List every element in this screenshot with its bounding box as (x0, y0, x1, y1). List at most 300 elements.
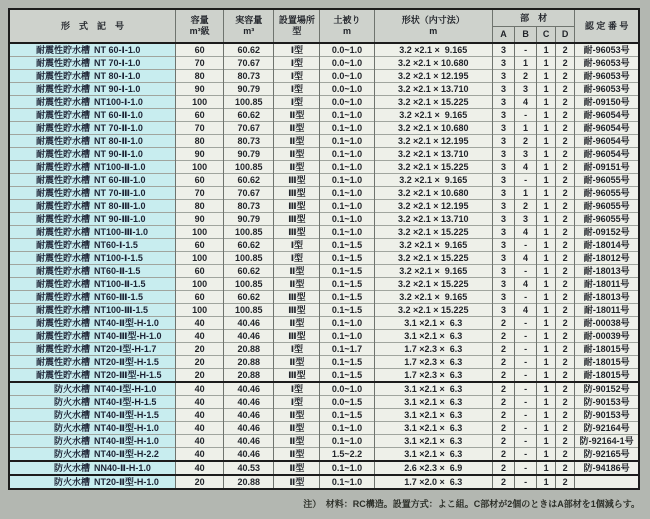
shape-cell: 3.1 ×2.1 × 6.3 (374, 330, 492, 343)
member-a-cell: 3 (492, 109, 514, 122)
table-row (9, 187, 639, 200)
table-row (9, 278, 639, 291)
member-d-cell: 2 (556, 448, 575, 462)
member-b-cell: - (515, 475, 537, 489)
soil-cover-cell: 0.1~1.5 (320, 278, 374, 291)
volume-cell: 70.67 (224, 122, 274, 135)
tank-model-code: NT20-Ⅱ型-H-1.5 (94, 357, 159, 367)
model-code-cell (9, 422, 176, 435)
member-b-cell: 1 (515, 187, 537, 200)
soil-cover-cell: 0.0~1.0 (320, 382, 374, 396)
member-a-cell: 2 (492, 382, 514, 396)
shape-cell: 3.2 ×2.1 × 15.225 (374, 161, 492, 174)
shape-cell: 3.1 ×2.1 × 6.3 (374, 422, 492, 435)
member-b-cell: - (515, 435, 537, 448)
member-c-cell: 1 (537, 330, 556, 343)
soil-cover-cell: 0.1~1.0 (320, 213, 374, 226)
capacity-cell: 80 (176, 70, 224, 83)
member-c-cell: 1 (537, 265, 556, 278)
member-b-cell: 2 (515, 200, 537, 213)
soil-cover-cell: 1.5~2.2 (320, 448, 374, 462)
model-code-cell (9, 252, 176, 265)
shape-cell: 3.1 ×2.1 × 6.3 (374, 435, 492, 448)
table-row (9, 409, 639, 422)
model-code-cell (9, 265, 176, 278)
shape-cell: 3.2 ×2.1 × 9.165 (374, 239, 492, 252)
member-c-cell: 1 (537, 70, 556, 83)
soil-cover-cell: 0.1~1.0 (320, 135, 374, 148)
capacity-cell: 40 (176, 409, 224, 422)
member-a-cell: 2 (492, 435, 514, 448)
member-b-cell: - (515, 409, 537, 422)
volume-cell: 40.46 (224, 409, 274, 422)
cert-number-cell: 耐-09151号 (575, 161, 639, 174)
place-type-cell: Ⅲ型 (274, 369, 320, 383)
tank-category: 防火水槽 (53, 384, 90, 394)
table-row (9, 83, 639, 96)
shape-cell: 3.2 ×2.1 × 9.165 (374, 291, 492, 304)
tank-model-code: NT 90-Ⅰ-1.0 (94, 84, 141, 94)
tank-category: 耐震性貯水槽 (35, 84, 90, 94)
cert-number-cell: 防-90152号 (575, 382, 639, 396)
tank-model-code: NT100-Ⅰ-1.0 (94, 97, 143, 107)
model-code-cell (9, 57, 176, 70)
table-row (9, 122, 639, 135)
member-a-cell: 3 (492, 96, 514, 109)
member-c-cell: 1 (537, 317, 556, 330)
capacity-cell: 40 (176, 422, 224, 435)
shape-cell: 1.7 ×2.3 × 6.3 (374, 369, 492, 383)
tank-category: 耐震性貯水槽 (35, 214, 90, 224)
table-row (9, 70, 639, 83)
col-header-member-d: D (556, 27, 575, 44)
table-row (9, 135, 639, 148)
place-type-cell: Ⅱ型 (274, 265, 320, 278)
table-row (9, 304, 639, 317)
volume-cell: 80.73 (224, 135, 274, 148)
member-d-cell: 2 (556, 475, 575, 489)
table-row (9, 396, 639, 409)
tank-model-code: NT 80-Ⅱ-1.0 (94, 136, 143, 146)
member-c-cell: 1 (537, 461, 556, 475)
capacity-cell: 100 (176, 226, 224, 239)
table-row (9, 96, 639, 109)
member-d-cell: 2 (556, 252, 575, 265)
member-b-cell: 3 (515, 148, 537, 161)
volume-cell: 90.79 (224, 148, 274, 161)
member-b-cell: 1 (515, 122, 537, 135)
member-b-cell: 3 (515, 83, 537, 96)
volume-cell: 20.88 (224, 475, 274, 489)
member-a-cell: 3 (492, 278, 514, 291)
model-code-cell (9, 109, 176, 122)
volume-cell: 40.46 (224, 330, 274, 343)
capacity-cell: 40 (176, 448, 224, 462)
model-code-cell (9, 239, 176, 252)
volume-cell: 100.85 (224, 252, 274, 265)
shape-cell: 3.2 ×2.1 × 15.225 (374, 278, 492, 291)
member-b-cell: 1 (515, 57, 537, 70)
soil-cover-cell: 0.0~1.0 (320, 57, 374, 70)
table-row (9, 317, 639, 330)
place-type-cell: Ⅱ型 (274, 135, 320, 148)
member-b-cell: - (515, 369, 537, 383)
member-b-cell: - (515, 330, 537, 343)
soil-cover-cell: 0.0~1.0 (320, 43, 374, 57)
table-row (9, 161, 639, 174)
footnote: 注） 材料：RC構造。設置方式：よこ組。C部材が2個のときはA部材を1個減らす。 (303, 499, 640, 509)
tank-category: 耐震性貯水槽 (35, 97, 90, 107)
soil-cover-cell: 0.1~1.0 (320, 187, 374, 200)
tank-category: 防火水槽 (53, 397, 90, 407)
table-row (9, 265, 639, 278)
tank-model-code: NT20-Ⅱ型-H-1.0 (94, 477, 159, 487)
volume-cell: 40.46 (224, 448, 274, 462)
capacity-cell: 100 (176, 252, 224, 265)
capacity-cell: 70 (176, 57, 224, 70)
member-c-cell: 1 (537, 356, 556, 369)
cert-number-cell: 耐-18011号 (575, 304, 639, 317)
tank-category: 防火水槽 (53, 449, 90, 459)
volume-cell: 90.79 (224, 83, 274, 96)
cert-number-cell: 耐-96055号 (575, 187, 639, 200)
cert-number-cell: 耐-18013号 (575, 291, 639, 304)
member-d-cell: 2 (556, 382, 575, 396)
capacity-cell: 90 (176, 83, 224, 96)
col-header-capacity: 容量 m³級 (176, 9, 224, 43)
member-c-cell: 1 (537, 96, 556, 109)
member-d-cell: 2 (556, 396, 575, 409)
soil-cover-cell: 0.1~1.0 (320, 422, 374, 435)
shape-cell: 3.2 ×2.1 × 9.165 (374, 265, 492, 278)
member-c-cell: 1 (537, 278, 556, 291)
member-a-cell: 2 (492, 317, 514, 330)
member-c-cell: 1 (537, 291, 556, 304)
member-c-cell: 1 (537, 83, 556, 96)
tank-model-code: NT 60-Ⅱ-1.0 (94, 110, 143, 120)
soil-cover-cell: 0.1~1.0 (320, 148, 374, 161)
member-b-cell: 4 (515, 278, 537, 291)
soil-cover-cell: 0.1~1.0 (320, 200, 374, 213)
tank-category: 耐震性貯水槽 (35, 45, 90, 55)
tank-model-code: NT 80-Ⅲ-1.0 (94, 201, 146, 211)
member-c-cell: 1 (537, 161, 556, 174)
tank-category: 防火水槽 (53, 463, 90, 473)
tank-category: 防火水槽 (53, 410, 90, 420)
table-row (9, 226, 639, 239)
table-row (9, 475, 639, 489)
col-header-member-a: A (492, 27, 514, 44)
capacity-cell: 40 (176, 396, 224, 409)
model-code-cell (9, 278, 176, 291)
tank-model-code: NN40-Ⅱ-H-1.0 (94, 463, 151, 473)
member-d-cell: 2 (556, 278, 575, 291)
model-code-cell (9, 148, 176, 161)
model-code-cell (9, 213, 176, 226)
member-d-cell: 2 (556, 422, 575, 435)
tank-category: 耐震性貯水槽 (35, 71, 90, 81)
capacity-cell: 20 (176, 475, 224, 489)
cert-number-cell: 防-92165号 (575, 448, 639, 462)
shape-cell: 3.2 ×2.1 × 10.680 (374, 57, 492, 70)
shape-cell: 3.2 ×2.1 × 12.195 (374, 70, 492, 83)
capacity-cell: 40 (176, 330, 224, 343)
place-type-cell: Ⅰ型 (274, 43, 320, 57)
cert-number-cell: 耐-96053号 (575, 83, 639, 96)
member-c-cell: 1 (537, 422, 556, 435)
capacity-cell: 90 (176, 213, 224, 226)
tank-category: 防火水槽 (53, 436, 90, 446)
cert-number-cell: 耐-18013号 (575, 265, 639, 278)
col-header-shape: 形状（内寸法） m (374, 9, 492, 43)
place-type-cell: Ⅲ型 (274, 330, 320, 343)
member-a-cell: 3 (492, 291, 514, 304)
member-a-cell: 2 (492, 369, 514, 383)
member-d-cell: 2 (556, 161, 575, 174)
shape-cell: 3.2 ×2.1 × 10.680 (374, 122, 492, 135)
member-b-cell: 4 (515, 304, 537, 317)
tank-category: 防火水槽 (53, 423, 90, 433)
member-a-cell: 2 (492, 330, 514, 343)
soil-cover-cell: 0.1~1.0 (320, 174, 374, 187)
member-a-cell: 2 (492, 396, 514, 409)
member-c-cell: 1 (537, 135, 556, 148)
table-row (9, 422, 639, 435)
tank-model-code: NT40-Ⅲ型-H-1.0 (94, 331, 162, 341)
place-type-cell: Ⅰ型 (274, 343, 320, 356)
cert-number-cell: 耐-96055号 (575, 213, 639, 226)
shape-cell: 3.1 ×2.1 × 6.3 (374, 409, 492, 422)
model-code-cell (9, 382, 176, 396)
capacity-cell: 60 (176, 239, 224, 252)
col-header-cert: 認 定 番 号 (575, 9, 639, 43)
cert-number-cell: 耐-00039号 (575, 330, 639, 343)
member-d-cell: 2 (556, 83, 575, 96)
member-b-cell: - (515, 43, 537, 57)
cert-number-cell: 防-90153号 (575, 396, 639, 409)
volume-cell: 60.62 (224, 265, 274, 278)
volume-cell: 90.79 (224, 213, 274, 226)
spec-table-wrap (8, 8, 640, 490)
table-row (9, 43, 639, 57)
member-c-cell: 1 (537, 148, 556, 161)
tank-model-code: NT100-Ⅲ-1.5 (94, 305, 149, 315)
member-a-cell: 2 (492, 475, 514, 489)
member-d-cell: 2 (556, 96, 575, 109)
volume-cell: 40.46 (224, 396, 274, 409)
capacity-cell: 70 (176, 187, 224, 200)
tank-category: 耐震性貯水槽 (35, 253, 90, 263)
tank-model-code: NT 80-Ⅰ-1.0 (94, 71, 141, 81)
tank-model-code: NT40-Ⅱ型-H-2.2 (94, 449, 159, 459)
table-row (9, 461, 639, 475)
table-row (9, 109, 639, 122)
member-d-cell: 2 (556, 43, 575, 57)
volume-cell: 70.67 (224, 57, 274, 70)
cert-number-cell: 耐-09150号 (575, 96, 639, 109)
soil-cover-cell: 0.1~1.0 (320, 317, 374, 330)
shape-cell: 3.2 ×2.1 × 9.165 (374, 174, 492, 187)
tank-model-code: NT40-Ⅰ型-H-1.0 (94, 384, 157, 394)
tank-model-code: NT20-Ⅰ型-H-1.7 (94, 344, 157, 354)
member-d-cell: 2 (556, 57, 575, 70)
capacity-cell: 40 (176, 382, 224, 396)
cert-number-cell (575, 475, 639, 489)
member-a-cell: 3 (492, 226, 514, 239)
member-b-cell: - (515, 291, 537, 304)
cert-number-cell: 防-92164-1号 (575, 435, 639, 448)
shape-cell: 3.1 ×2.1 × 6.3 (374, 317, 492, 330)
tank-model-code: NT40-Ⅰ型-H-1.5 (94, 397, 157, 407)
member-c-cell: 1 (537, 239, 556, 252)
member-c-cell: 1 (537, 174, 556, 187)
place-type-cell: Ⅱ型 (274, 148, 320, 161)
model-code-cell (9, 448, 176, 462)
shape-cell: 2.6 ×2.3 × 6.9 (374, 461, 492, 475)
capacity-cell: 60 (176, 43, 224, 57)
table-row (9, 435, 639, 448)
member-b-cell: - (515, 265, 537, 278)
member-c-cell: 1 (537, 343, 556, 356)
place-type-cell: Ⅲ型 (274, 200, 320, 213)
place-type-cell: Ⅰ型 (274, 396, 320, 409)
volume-cell: 40.46 (224, 382, 274, 396)
tank-model-code: NT40-Ⅱ型-H-1.0 (94, 423, 159, 433)
soil-cover-cell: 0.1~1.0 (320, 122, 374, 135)
member-b-cell: - (515, 396, 537, 409)
capacity-cell: 80 (176, 200, 224, 213)
place-type-cell: Ⅱ型 (274, 161, 320, 174)
model-code-cell (9, 369, 176, 383)
model-code-cell (9, 343, 176, 356)
tank-model-code: NT 70-Ⅲ-1.0 (94, 188, 146, 198)
volume-cell: 60.62 (224, 174, 274, 187)
volume-cell: 60.62 (224, 43, 274, 57)
capacity-cell: 90 (176, 148, 224, 161)
tank-model-code: NT 70-Ⅰ-1.0 (94, 58, 141, 68)
shape-cell: 1.7 ×2.3 × 6.3 (374, 356, 492, 369)
soil-cover-cell: 0.1~1.5 (320, 291, 374, 304)
place-type-cell: Ⅲ型 (274, 187, 320, 200)
place-type-cell: Ⅲ型 (274, 291, 320, 304)
model-code-cell (9, 187, 176, 200)
member-c-cell: 1 (537, 396, 556, 409)
model-code-cell (9, 396, 176, 409)
place-type-cell: Ⅱ型 (274, 409, 320, 422)
volume-cell: 60.62 (224, 291, 274, 304)
capacity-cell: 100 (176, 161, 224, 174)
capacity-cell: 100 (176, 278, 224, 291)
member-b-cell: 3 (515, 213, 537, 226)
tank-category: 耐震性貯水槽 (35, 149, 90, 159)
tank-category: 防火水槽 (53, 477, 90, 487)
capacity-cell: 60 (176, 109, 224, 122)
member-d-cell: 2 (556, 187, 575, 200)
tank-category: 耐震性貯水槽 (35, 344, 90, 354)
cert-number-cell: 耐-96054号 (575, 135, 639, 148)
soil-cover-cell: 0.0~1.0 (320, 83, 374, 96)
member-a-cell: 2 (492, 409, 514, 422)
model-code-cell (9, 409, 176, 422)
soil-cover-cell: 0.1~1.5 (320, 252, 374, 265)
member-b-cell: 4 (515, 96, 537, 109)
volume-cell: 60.62 (224, 109, 274, 122)
member-a-cell: 2 (492, 356, 514, 369)
volume-cell: 40.53 (224, 461, 274, 475)
shape-cell: 3.2 ×2.1 × 13.710 (374, 148, 492, 161)
model-code-cell (9, 200, 176, 213)
tank-spec-table (8, 8, 640, 490)
model-code-cell (9, 96, 176, 109)
model-code-cell (9, 291, 176, 304)
soil-cover-cell: 0.1~1.5 (320, 304, 374, 317)
soil-cover-cell: 0.1~1.0 (320, 475, 374, 489)
volume-cell: 80.73 (224, 200, 274, 213)
member-d-cell: 2 (556, 213, 575, 226)
shape-cell: 3.2 ×2.1 × 15.225 (374, 252, 492, 265)
capacity-cell: 60 (176, 291, 224, 304)
place-type-cell: Ⅱ型 (274, 122, 320, 135)
model-code-cell (9, 435, 176, 448)
table-header (9, 9, 639, 43)
shape-cell: 3.2 ×2.1 × 10.680 (374, 187, 492, 200)
cert-number-cell: 耐-96055号 (575, 174, 639, 187)
member-c-cell: 1 (537, 200, 556, 213)
tank-category: 耐震性貯水槽 (35, 357, 90, 367)
tank-model-code: NT60-Ⅲ-1.5 (94, 292, 144, 302)
tank-category: 耐震性貯水槽 (35, 292, 90, 302)
table-row (9, 200, 639, 213)
member-a-cell: 3 (492, 213, 514, 226)
member-a-cell: 3 (492, 83, 514, 96)
place-type-cell: Ⅰ型 (274, 57, 320, 70)
table-body (9, 43, 639, 489)
member-c-cell: 1 (537, 409, 556, 422)
shape-cell: 1.7 ×2.3 × 6.3 (374, 343, 492, 356)
member-c-cell: 1 (537, 369, 556, 383)
model-code-cell (9, 43, 176, 57)
place-type-cell: Ⅱ型 (274, 435, 320, 448)
shape-cell: 3.2 ×2.1 × 15.225 (374, 96, 492, 109)
tank-category: 耐震性貯水槽 (35, 123, 90, 133)
table-row (9, 252, 639, 265)
tank-category: 耐震性貯水槽 (35, 318, 90, 328)
tank-category: 耐震性貯水槽 (35, 227, 90, 237)
shape-cell: 3.2 ×2.1 × 15.225 (374, 304, 492, 317)
place-type-cell: Ⅱ型 (274, 356, 320, 369)
volume-cell: 70.67 (224, 187, 274, 200)
tank-category: 耐震性貯水槽 (35, 58, 90, 68)
member-d-cell: 2 (556, 109, 575, 122)
member-a-cell: 3 (492, 252, 514, 265)
member-a-cell: 3 (492, 187, 514, 200)
table-row (9, 57, 639, 70)
table-row (9, 330, 639, 343)
table-row (9, 369, 639, 383)
member-d-cell: 2 (556, 343, 575, 356)
shape-cell: 3.1 ×2.1 × 6.3 (374, 382, 492, 396)
place-type-cell: Ⅰ型 (274, 83, 320, 96)
table-row (9, 174, 639, 187)
member-a-cell: 3 (492, 239, 514, 252)
tank-category: 耐震性貯水槽 (35, 279, 90, 289)
member-a-cell: 3 (492, 161, 514, 174)
member-a-cell: 3 (492, 174, 514, 187)
shape-cell: 3.2 ×2.1 × 13.710 (374, 83, 492, 96)
model-code-cell (9, 70, 176, 83)
cert-number-cell: 耐-96053号 (575, 43, 639, 57)
member-b-cell: - (515, 356, 537, 369)
